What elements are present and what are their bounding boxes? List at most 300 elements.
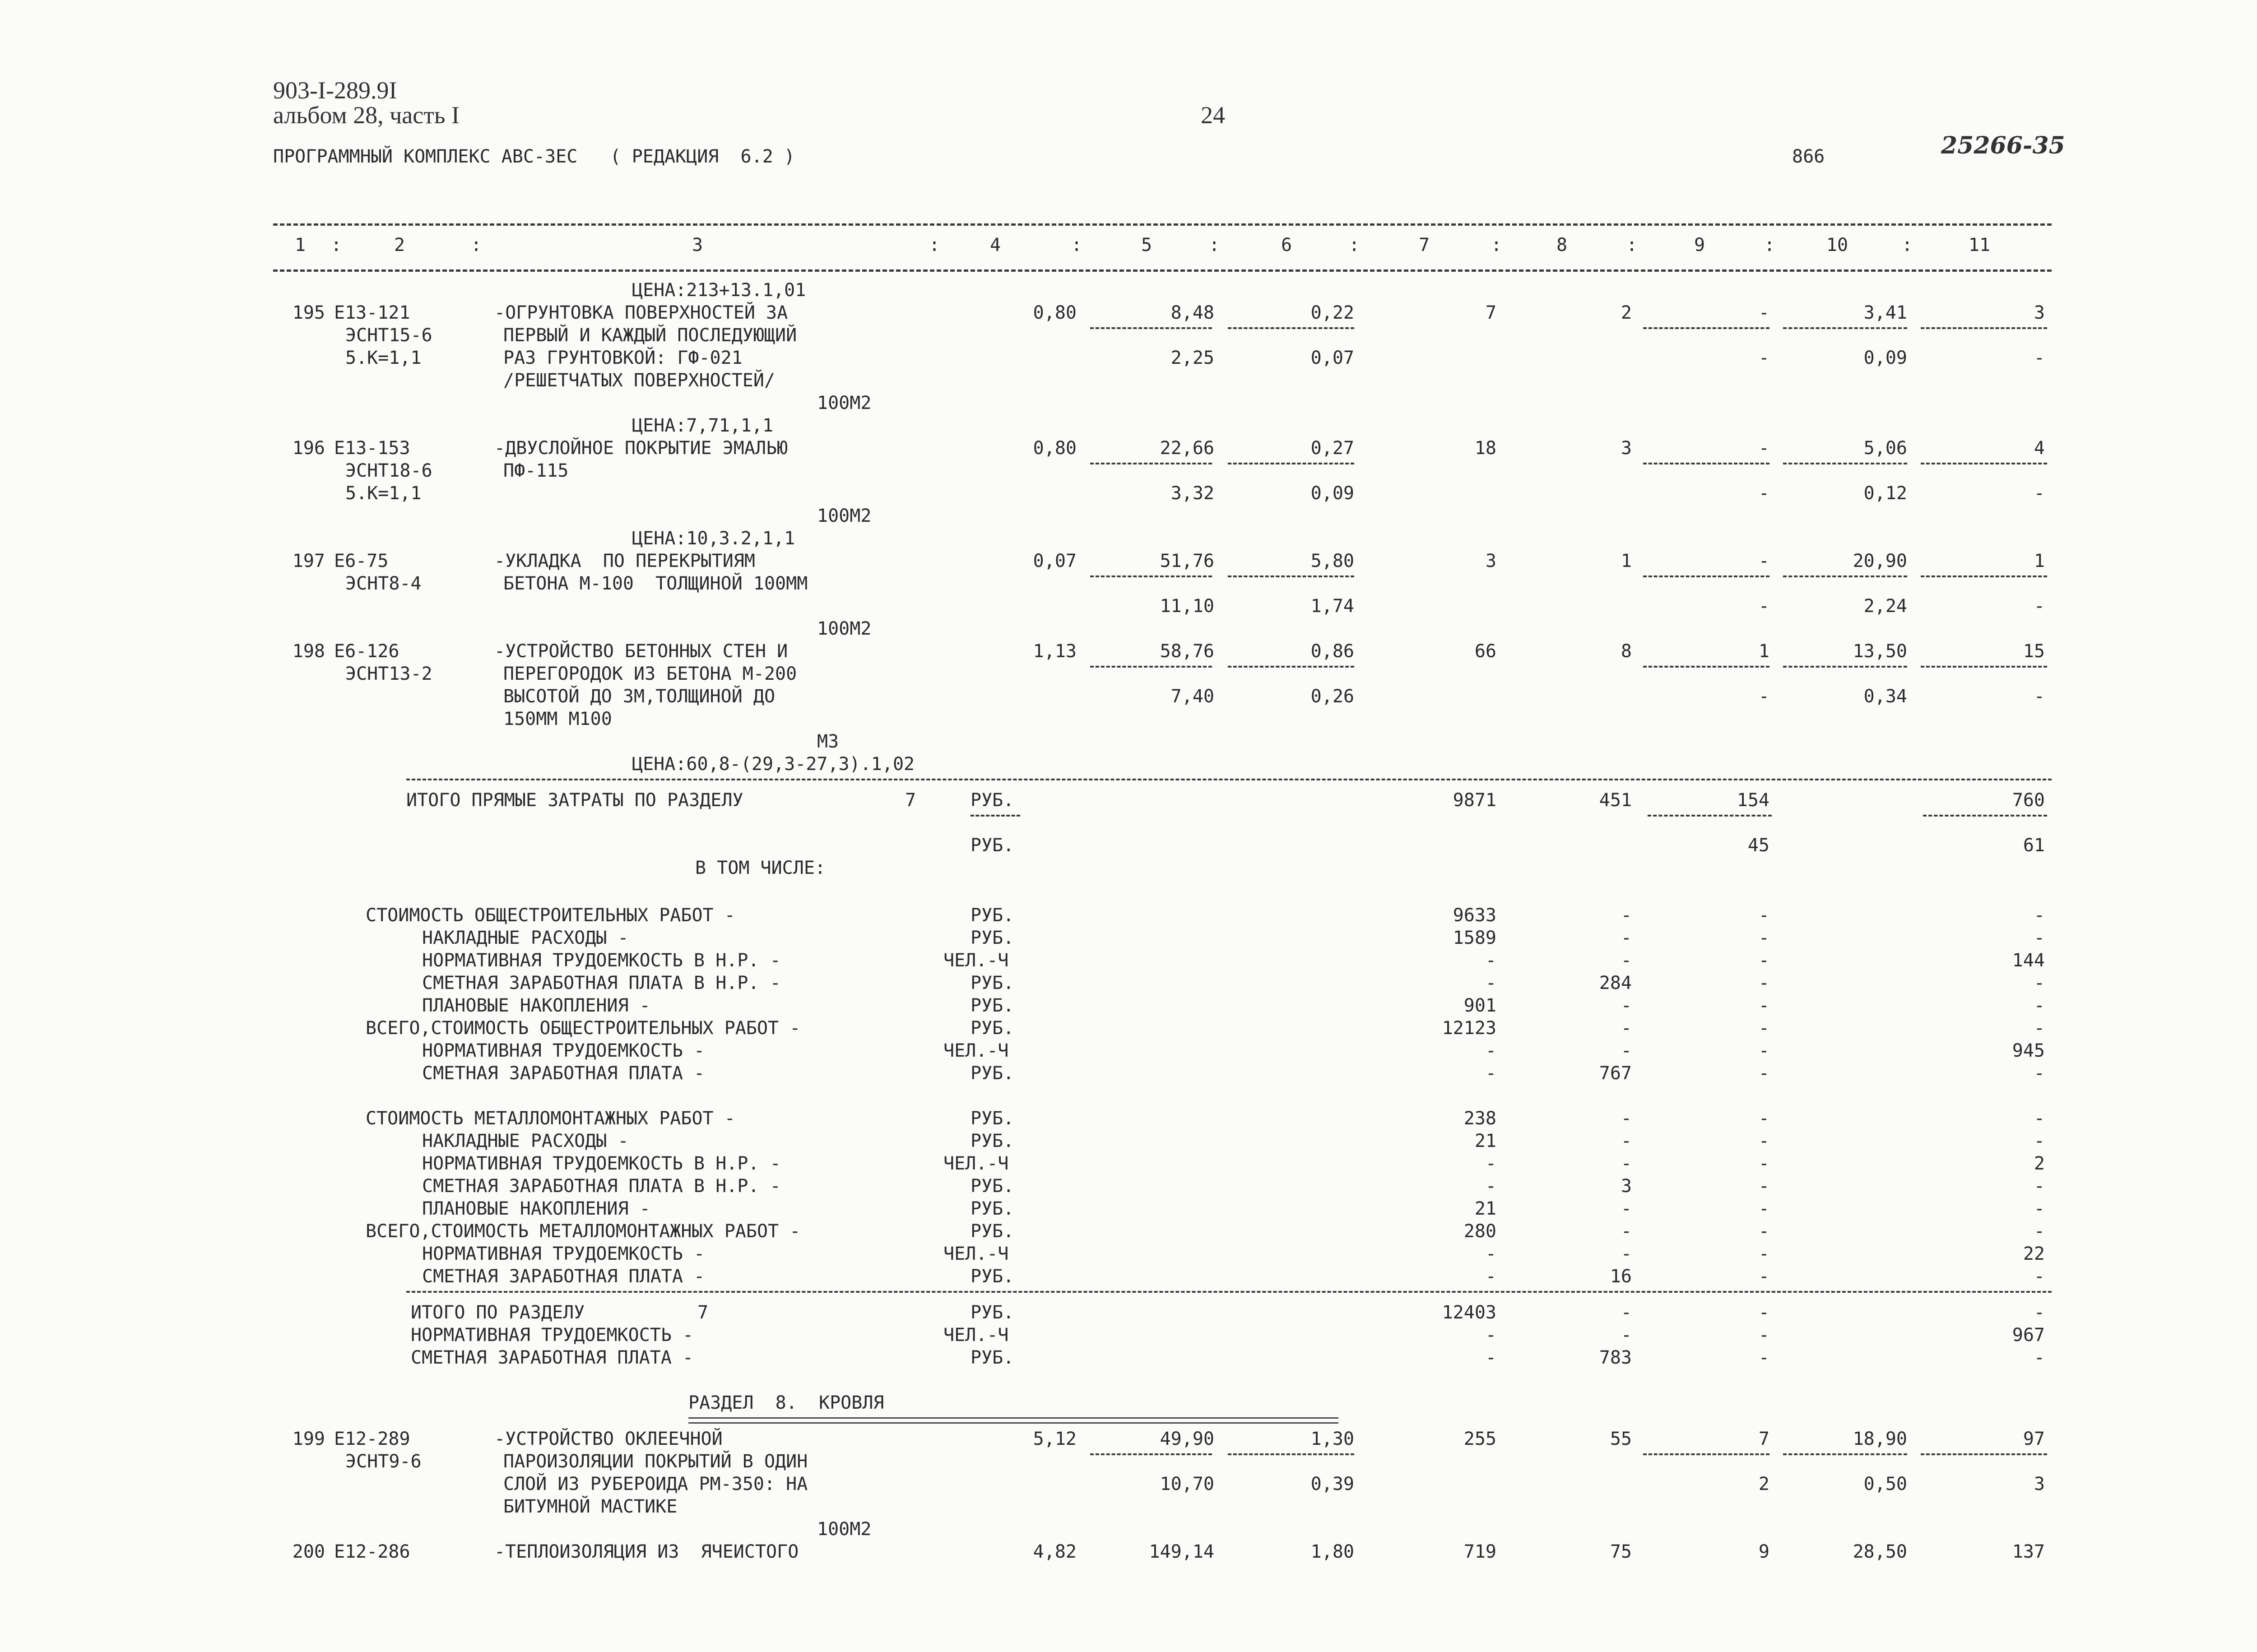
section-total-cost: -	[1485, 1325, 1496, 1346]
item-197-code: Е6-75	[334, 551, 389, 571]
item-196-price-line: ЦЕНА:7,71,1,1	[632, 415, 774, 436]
sub-rule	[971, 815, 1020, 817]
column-header-2: 2	[394, 235, 405, 255]
column-separator: :	[1208, 235, 1220, 255]
metal-works-row-machine: -	[1758, 1244, 1769, 1264]
metal-works-row-labor: 22	[2023, 1244, 2045, 1264]
totals-machine-wage: 45	[1747, 835, 1769, 856]
metal-works-row-unit: РУБ.	[971, 1221, 1014, 1242]
sub-rule	[1921, 1453, 2047, 1455]
item-195-unit: 100М2	[817, 393, 872, 413]
metal-works-row-wage: -	[1621, 1198, 1632, 1219]
sub-rule	[1643, 666, 1769, 668]
metal-works-row-labor: -	[2034, 1198, 2045, 1219]
item-200-unit-wage: 1,80	[1310, 1541, 1354, 1562]
general-works-row-wage: -	[1621, 905, 1632, 926]
metal-works-row-machine: -	[1758, 1198, 1769, 1219]
general-works-row-machine: -	[1758, 1040, 1769, 1061]
general-works-row-label: СМЕТНАЯ ЗАРАБОТНАЯ ПЛАТА В Н.Р. -	[422, 973, 781, 993]
item-196-description: ПФ-115	[503, 460, 569, 481]
item-198-unit-wage-operation: 0,26	[1310, 686, 1354, 707]
section-total-label: ИТОГО ПО РАЗДЕЛУ	[411, 1302, 585, 1323]
item-199-labor-total-operation: 3	[2034, 1474, 2045, 1494]
metal-works-row-unit: ЧЕЛ.-Ч	[943, 1244, 1009, 1264]
metal-works-row-wage: -	[1621, 1131, 1632, 1151]
sub-rule	[1090, 463, 1212, 464]
general-works-row-label: НОРМАТИВНАЯ ТРУДОЕМКОСТЬ В Н.Р. -	[422, 950, 781, 971]
totals-section-number: 7	[905, 790, 916, 811]
item-199-labor-unit-operation: 0,50	[1863, 1474, 1907, 1494]
sub-rule	[1228, 1453, 1354, 1455]
item-197-number: 197	[292, 551, 325, 571]
item-199-description: ПАРОИЗОЛЯЦИИ ПОКРЫТИЙ В ОДИН	[503, 1451, 808, 1472]
sub-rule	[1228, 575, 1354, 577]
item-197-unit: 100М2	[817, 618, 872, 639]
column-separator: :	[1764, 235, 1775, 255]
metal-works-row-cost: 238	[1463, 1108, 1496, 1129]
metal-works-row-machine: -	[1758, 1108, 1769, 1129]
section-total-label: СМЕТНАЯ ЗАРАБОТНАЯ ПЛАТА -	[411, 1347, 694, 1368]
sub-rule	[1923, 815, 2047, 817]
metal-works-row-machine: -	[1758, 1221, 1769, 1242]
section-total-wage: 783	[1599, 1347, 1632, 1368]
metal-works-row-labor: -	[2034, 1266, 2045, 1287]
item-195-code: Е13-121	[334, 302, 410, 323]
metal-works-row-label: СТОИМОСТЬ МЕТАЛЛОМОНТАЖНЫХ РАБОТ -	[366, 1108, 735, 1129]
metal-works-row-unit: РУБ.	[971, 1176, 1014, 1197]
general-works-row-unit: РУБ.	[971, 973, 1014, 993]
general-works-row-label: НОРМАТИВНАЯ ТРУДОЕМКОСТЬ -	[422, 1040, 705, 1061]
general-works-row-machine: -	[1758, 1063, 1769, 1084]
item-198-machine: 1	[1758, 641, 1769, 662]
sub-rule	[1228, 327, 1354, 329]
metal-works-row-label: НОРМАТИВНАЯ ТРУДОЕМКОСТЬ -	[422, 1244, 705, 1264]
item-195-machine-wage: -	[1758, 348, 1769, 368]
column-separator: :	[330, 235, 342, 255]
metal-works-row-labor: -	[2034, 1108, 2045, 1129]
item-195-unit-cost: 8,48	[1170, 302, 1214, 323]
item-198-description: ВЫСОТОЙ ДО 3М,ТОЛЩИНОЙ ДО	[503, 686, 776, 707]
general-works-row-label: СТОИМОСТЬ ОБЩЕСТРОИТЕЛЬНЫХ РАБОТ -	[366, 905, 735, 926]
item-196-quantity: 0,80	[1033, 438, 1077, 459]
column-header-4: 4	[989, 235, 1001, 255]
metal-works-row-label: СМЕТНАЯ ЗАРАБОТНАЯ ПЛАТА В Н.Р. -	[422, 1176, 781, 1197]
column-header-8: 8	[1556, 235, 1568, 255]
item-197-unit-wage: 5,80	[1310, 551, 1354, 571]
item-199-code: Е12-289	[334, 1429, 410, 1449]
item-195-total-cost: 7	[1485, 302, 1496, 323]
album-part: альбом 28, часть I	[273, 102, 460, 129]
sub-rule	[1921, 575, 2047, 577]
item-200-labor-total: 137	[2012, 1541, 2045, 1562]
section-total-unit: ЧЕЛ.-Ч	[943, 1325, 1009, 1346]
page-number: 24	[1201, 102, 1225, 129]
metal-works-row-cost: 21	[1474, 1131, 1496, 1151]
general-works-row-labor: -	[2034, 973, 2045, 993]
sub-rule	[1090, 575, 1212, 577]
totals-rule	[406, 779, 2052, 780]
general-works-row-wage: -	[1621, 928, 1632, 948]
column-separator: :	[1901, 235, 1913, 255]
general-works-row-labor: -	[2034, 928, 2045, 948]
item-195-quantity: 0,80	[1033, 302, 1077, 323]
item-198-total-cost: 66	[1474, 641, 1496, 662]
metal-works-row-wage: -	[1621, 1244, 1632, 1264]
general-works-row-wage: 767	[1599, 1063, 1632, 1084]
metal-works-row-unit: РУБ.	[971, 1266, 1014, 1287]
metal-works-row-machine: -	[1758, 1176, 1769, 1197]
item-196-machine: -	[1758, 438, 1769, 459]
sub-rule	[1228, 463, 1354, 464]
metal-works-row-unit: РУБ.	[971, 1108, 1014, 1129]
metal-works-row-cost: -	[1485, 1266, 1496, 1287]
metal-works-row-unit: РУБ.	[971, 1131, 1014, 1151]
item-196-labor-total: 4	[2034, 438, 2045, 459]
sub-rule	[1783, 463, 1907, 464]
section-total-labor: 967	[2012, 1325, 2045, 1346]
item-199-unit: 100М2	[817, 1519, 872, 1540]
handwritten-number: 25266-35	[1941, 132, 2065, 159]
table-top-rule	[273, 223, 2052, 226]
item-198-code: ЭСНТ13-2	[345, 664, 432, 684]
totals-labor: 760	[2012, 790, 2045, 811]
section-total-unit: РУБ.	[971, 1347, 1014, 1368]
general-works-row-machine: -	[1758, 973, 1769, 993]
item-198-quantity: 1,13	[1033, 641, 1077, 662]
item-199-description: БИТУМНОЙ МАСТИКЕ	[503, 1496, 678, 1517]
metal-works-row-unit: ЧЕЛ.-Ч	[943, 1153, 1009, 1174]
section-8-title: РАЗДЕЛ 8. КРОВЛЯ	[688, 1392, 884, 1413]
item-197-total-wage: 1	[1621, 551, 1632, 571]
general-works-row-wage: -	[1621, 1018, 1632, 1039]
general-works-row-machine: -	[1758, 950, 1769, 971]
item-197-labor-total-operation: -	[2034, 596, 2045, 617]
item-195-labor-unit: 3,41	[1863, 302, 1907, 323]
item-195-code: 5.К=1,1	[345, 348, 422, 368]
item-196-unit-wage: 0,27	[1310, 438, 1354, 459]
item-199-number: 199	[292, 1429, 325, 1449]
general-works-row-labor: 144	[2012, 950, 2045, 971]
item-197-total-cost: 3	[1485, 551, 1496, 571]
general-works-row-machine: -	[1758, 1018, 1769, 1039]
general-works-row-machine: -	[1758, 928, 1769, 948]
metal-works-row-wage: -	[1621, 1153, 1632, 1174]
sub-rule	[1921, 666, 2047, 668]
item-195-labor-unit-operation: 0,09	[1863, 348, 1907, 368]
metal-works-row-label: НОРМАТИВНАЯ ТРУДОЕМКОСТЬ В Н.Р. -	[422, 1153, 781, 1174]
metal-works-row-machine: -	[1758, 1266, 1769, 1287]
general-works-row-cost: 9633	[1453, 905, 1496, 926]
totals-wage: 451	[1599, 790, 1632, 811]
general-works-row-label: СМЕТНАЯ ЗАРАБОТНАЯ ПЛАТА -	[422, 1063, 705, 1084]
totals-unit: РУБ.	[971, 835, 1014, 856]
column-separator: :	[929, 235, 940, 255]
sub-rule	[1921, 327, 2047, 329]
totals-machine: 154	[1737, 790, 1769, 811]
item-196-labor-total-operation: -	[2034, 483, 2045, 504]
item-199-unit-wage-operation: 0,39	[1310, 1474, 1354, 1494]
section-total-machine: -	[1758, 1302, 1769, 1323]
item-199-machine-wage: 2	[1758, 1474, 1769, 1494]
general-works-row-unit: РУБ.	[971, 928, 1014, 948]
general-works-row-unit: РУБ.	[971, 905, 1014, 926]
item-198-number: 198	[292, 641, 325, 662]
item-198-description: -УСТРОЙСТВО БЕТОННЫХ СТЕН И	[494, 641, 788, 662]
item-196-description: -ДВУСЛОЙНОЕ ПОКРЫТИЕ ЭМАЛЬЮ	[494, 438, 788, 459]
item-199-machine: 7	[1758, 1429, 1769, 1449]
sub-rule	[1783, 666, 1907, 668]
sub-rule	[1783, 1453, 1907, 1455]
item-198-labor-total: 15	[2023, 641, 2045, 662]
item-195-labor-total-operation: -	[2034, 348, 2045, 368]
column-header-1: 1	[294, 235, 306, 255]
item-200-unit-cost: 149,14	[1149, 1541, 1214, 1562]
general-works-row-labor: -	[2034, 905, 2045, 926]
doc-code: 903-I-289.9I	[273, 77, 397, 104]
section-total-machine: -	[1758, 1325, 1769, 1346]
metal-works-row-cost: -	[1485, 1244, 1496, 1264]
totals-title: ИТОГО ПРЯМЫЕ ЗАТРАТЫ ПО РАЗДЕЛУ	[406, 790, 743, 811]
item-199-description: СЛОЙ ИЗ РУБЕРОИДА РМ-350: НА	[503, 1474, 808, 1494]
item-197-machine: -	[1758, 551, 1769, 571]
section-total-cost: 12403	[1442, 1302, 1496, 1323]
item-195-labor-total: 3	[2034, 302, 2045, 323]
item-195-unit-cost-operation: 2,25	[1170, 348, 1214, 368]
item-199-description: -УСТРОЙСТВО ОКЛЕЕЧНОЙ	[494, 1429, 723, 1449]
item-195-number: 195	[292, 302, 325, 323]
item-200-machine: 9	[1758, 1541, 1769, 1562]
item-198-labor-unit: 13,50	[1853, 641, 1907, 662]
column-separator: :	[1348, 235, 1360, 255]
including-label: В ТОМ ЧИСЛЕ:	[695, 858, 826, 878]
item-198-labor-unit-operation: 0,34	[1863, 686, 1907, 707]
column-header-7: 7	[1418, 235, 1430, 255]
item-197-labor-unit-operation: 2,24	[1863, 596, 1907, 617]
general-works-row-machine: -	[1758, 905, 1769, 926]
item-197-description: БЕТОНА М-100 ТОЛЩИНОЙ 100ММ	[503, 573, 808, 594]
item-196-unit-wage-operation: 0,09	[1310, 483, 1354, 504]
metal-works-row-label: СМЕТНАЯ ЗАРАБОТНАЯ ПЛАТА -	[422, 1266, 705, 1287]
item-196-code: ЭСНТ18-6	[345, 460, 432, 481]
metal-works-row-wage: 3	[1621, 1176, 1632, 1197]
general-works-row-label: ПЛАНОВЫЕ НАКОПЛЕНИЯ -	[422, 995, 650, 1016]
item-199-unit-cost: 49,90	[1160, 1429, 1214, 1449]
metal-works-row-cost: 280	[1463, 1221, 1496, 1242]
sub-rule	[1921, 463, 2047, 464]
item-197-labor-unit: 20,90	[1853, 551, 1907, 571]
item-197-price-line: ЦЕНА:10,3.2,1,1	[632, 528, 795, 549]
item-195-price-line: ЦЕНА:213+13.1,01	[632, 280, 806, 301]
item-198-total-wage: 8	[1621, 641, 1632, 662]
item-198-machine-wage: -	[1758, 686, 1769, 707]
sub-rule	[1783, 575, 1907, 577]
item-198-description: 150ММ М100	[503, 709, 612, 729]
column-header-5: 5	[1141, 235, 1152, 255]
metal-works-row-label: НАКЛАДНЫЕ РАСХОДЫ -	[422, 1131, 629, 1151]
general-works-row-wage: -	[1621, 1040, 1632, 1061]
item-195-code: ЭСНТ15-6	[345, 325, 432, 346]
item-195-total-wage: 2	[1621, 302, 1632, 323]
general-works-row-wage: 284	[1599, 973, 1632, 993]
item-199-total-wage: 55	[1610, 1429, 1632, 1449]
item-198-description: ПЕРЕГОРОДОК ИЗ БЕТОНА М-200	[503, 664, 797, 684]
item-197-unit-cost: 51,76	[1160, 551, 1214, 571]
item-200-quantity: 4,82	[1033, 1541, 1077, 1562]
item-196-unit-cost: 22,66	[1160, 438, 1214, 459]
section-total-labor: -	[2034, 1302, 2045, 1323]
general-works-row-labor: 945	[2012, 1040, 2045, 1061]
column-separator: :	[1071, 235, 1082, 255]
metal-works-row-machine: -	[1758, 1131, 1769, 1151]
section-8-double-rule	[688, 1417, 1338, 1424]
item-197-code: ЭСНТ8-4	[345, 573, 422, 594]
general-works-row-cost: -	[1485, 1063, 1496, 1084]
item-198-unit-cost-operation: 7,40	[1170, 686, 1214, 707]
column-header-6: 6	[1281, 235, 1292, 255]
item-196-unit: 100М2	[817, 506, 872, 526]
metal-works-row-wage: -	[1621, 1221, 1632, 1242]
item-195-description: -ОГРУНТОВКА ПОВЕРХНОСТЕЙ ЗА	[494, 302, 788, 323]
item-195-machine: -	[1758, 302, 1769, 323]
metal-works-row-label: ВСЕГО,СТОИМОСТЬ МЕТАЛЛОМОНТАЖНЫХ РАБОТ -	[366, 1221, 801, 1242]
item-198-labor-total-operation: -	[2034, 686, 2045, 707]
column-header-3: 3	[692, 235, 703, 255]
general-works-row-labor: -	[2034, 1063, 2045, 1084]
item-197-quantity: 0,07	[1033, 551, 1077, 571]
item-199-unit-wage: 1,30	[1310, 1429, 1354, 1449]
metal-works-row-label: ПЛАНОВЫЕ НАКОПЛЕНИЯ -	[422, 1198, 650, 1219]
section-total-rule	[406, 1291, 2052, 1293]
item-200-total-wage: 75	[1610, 1541, 1632, 1562]
item-195-description: /РЕШЕТЧАТЫХ ПОВЕРХНОСТЕЙ/	[503, 370, 776, 391]
metal-works-row-wage: 16	[1610, 1266, 1632, 1287]
item-198-unit: М3	[817, 731, 839, 752]
general-works-row-machine: -	[1758, 995, 1769, 1016]
item-200-description: -ТЕПЛОИЗОЛЯЦИЯ ИЗ ЯЧЕИСТОГО	[494, 1541, 799, 1562]
general-works-row-cost: 901	[1463, 995, 1496, 1016]
general-works-row-cost: -	[1485, 950, 1496, 971]
item-197-machine-wage: -	[1758, 596, 1769, 617]
item-198-price-line: ЦЕНА:60,8-(29,3-27,3).1,02	[632, 754, 915, 775]
program-title: ПРОГРАММНЫЙ КОМПЛЕКС АВС-3ЕС ( РЕДАКЦИЯ 6.2 )	[273, 146, 795, 167]
item-196-machine-wage: -	[1758, 483, 1769, 504]
item-196-code: Е13-153	[334, 438, 410, 459]
general-works-row-unit: РУБ.	[971, 995, 1014, 1016]
column-header-rule	[273, 269, 2052, 272]
totals-unit: РУБ.	[971, 790, 1014, 811]
item-196-total-cost: 18	[1474, 438, 1496, 459]
sub-rule	[1643, 327, 1769, 329]
general-works-row-unit: РУБ.	[971, 1063, 1014, 1084]
general-works-row-cost: -	[1485, 1040, 1496, 1061]
sub-rule	[1643, 463, 1769, 464]
item-196-labor-unit: 5,06	[1863, 438, 1907, 459]
general-works-row-wage: -	[1621, 995, 1632, 1016]
item-195-description: РАЗ ГРУНТОВКОЙ: ГФ-021	[503, 348, 743, 368]
item-199-quantity: 5,12	[1033, 1429, 1077, 1449]
section-total-unit: РУБ.	[971, 1302, 1014, 1323]
column-header-9: 9	[1694, 235, 1705, 255]
general-works-row-cost: 1589	[1453, 928, 1496, 948]
sub-rule	[1090, 1453, 1212, 1455]
item-200-labor-unit: 28,50	[1853, 1541, 1907, 1562]
item-199-unit-cost-operation: 10,70	[1160, 1474, 1214, 1494]
item-197-description: -УКЛАДКА ПО ПЕРЕКРЫТИЯМ	[494, 551, 755, 571]
totals-cost: 9871	[1453, 790, 1496, 811]
item-198-unit-cost: 58,76	[1160, 641, 1214, 662]
column-separator: :	[1626, 235, 1638, 255]
section-total-labor: -	[2034, 1347, 2045, 1368]
metal-works-row-cost: 21	[1474, 1198, 1496, 1219]
section-total-machine: -	[1758, 1347, 1769, 1368]
item-199-code: ЭСНТ9-6	[345, 1451, 422, 1472]
general-works-row-labor: -	[2034, 995, 2045, 1016]
column-header-11: 11	[1968, 235, 1991, 255]
item-198-unit-wage: 0,86	[1310, 641, 1354, 662]
sub-rule	[1228, 666, 1354, 668]
metal-works-row-wage: -	[1621, 1108, 1632, 1129]
metal-works-row-cost: -	[1485, 1176, 1496, 1197]
general-works-row-label: НАКЛАДНЫЕ РАСХОДЫ -	[422, 928, 629, 948]
item-197-labor-total: 1	[2034, 551, 2045, 571]
item-197-unit-cost-operation: 11,10	[1160, 596, 1214, 617]
metal-works-row-labor: -	[2034, 1176, 2045, 1197]
sub-rule	[1643, 575, 1769, 577]
item-198-code: Е6-126	[334, 641, 399, 662]
item-199-total-cost: 255	[1463, 1429, 1496, 1449]
column-header-10: 10	[1826, 235, 1848, 255]
metal-works-row-machine: -	[1758, 1153, 1769, 1174]
item-200-code: Е12-286	[334, 1541, 410, 1562]
sub-rule	[1090, 666, 1212, 668]
metal-works-row-cost: -	[1485, 1153, 1496, 1174]
item-200-total-cost: 719	[1463, 1541, 1496, 1562]
general-works-row-unit: ЧЕЛ.-Ч	[943, 1040, 1009, 1061]
general-works-row-wage: -	[1621, 950, 1632, 971]
section-total-cost: -	[1485, 1347, 1496, 1368]
sub-rule	[1648, 815, 1772, 817]
general-works-row-cost: 12123	[1442, 1018, 1496, 1039]
general-works-row-unit: ЧЕЛ.-Ч	[943, 950, 1009, 971]
section-total-number: 7	[697, 1302, 709, 1323]
item-196-labor-unit-operation: 0,12	[1863, 483, 1907, 504]
item-200-number: 200	[292, 1541, 325, 1562]
item-195-unit-wage-operation: 0,07	[1310, 348, 1354, 368]
general-works-row-label: ВСЕГО,СТОИМОСТЬ ОБЩЕСТРОИТЕЛЬНЫХ РАБОТ -	[366, 1018, 801, 1039]
item-195-description: ПЕРВЫЙ И КАЖДЫЙ ПОСЛЕДУЮЩИЙ	[503, 325, 797, 346]
item-196-total-wage: 3	[1621, 438, 1632, 459]
totals-labor-operation: 61	[2023, 835, 2045, 856]
item-199-labor-total: 97	[2023, 1429, 2045, 1449]
sub-rule	[1783, 327, 1907, 329]
general-works-row-labor: -	[2034, 1018, 2045, 1039]
item-196-number: 196	[292, 438, 325, 459]
item-197-unit-wage-operation: 1,74	[1310, 596, 1354, 617]
column-separator: :	[1491, 235, 1502, 255]
metal-works-row-unit: РУБ.	[971, 1198, 1014, 1219]
metal-works-row-labor: -	[2034, 1221, 2045, 1242]
item-199-labor-unit: 18,90	[1853, 1429, 1907, 1449]
section-total-wage: -	[1621, 1302, 1632, 1323]
item-196-unit-cost-operation: 3,32	[1170, 483, 1214, 504]
item-196-code: 5.К=1,1	[345, 483, 422, 504]
sub-rule	[1090, 327, 1212, 329]
column-separator: :	[470, 235, 482, 255]
general-works-row-cost: -	[1485, 973, 1496, 993]
sub-rule	[1643, 1453, 1769, 1455]
general-works-row-unit: РУБ.	[971, 1018, 1014, 1039]
section-total-label: НОРМАТИВНАЯ ТРУДОЕМКОСТЬ -	[411, 1325, 694, 1346]
